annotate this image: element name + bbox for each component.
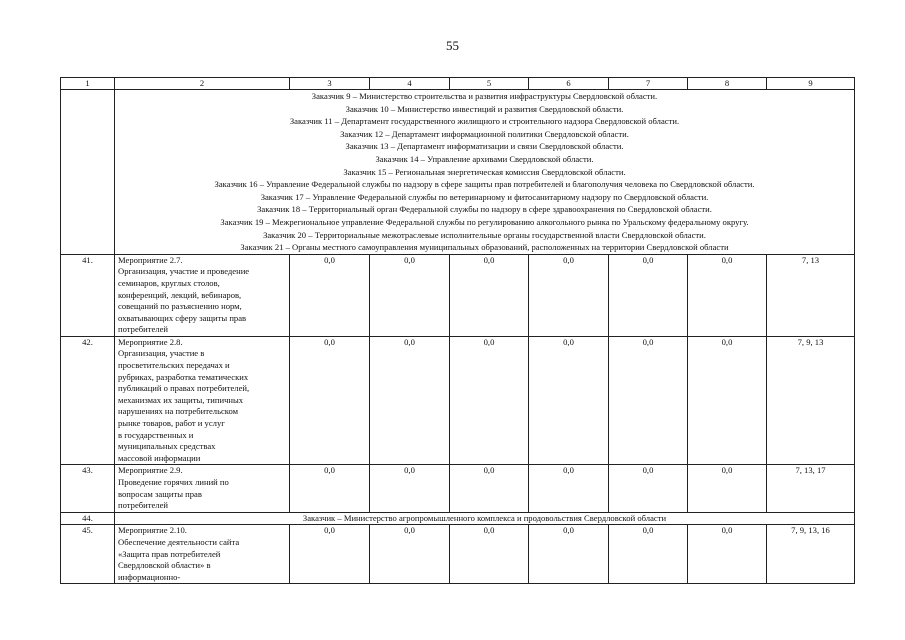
column-header: 6 (529, 78, 609, 90)
value-cell: 0,0 (370, 254, 450, 336)
table-row (61, 525, 855, 584)
value-cell: 0,0 (290, 336, 370, 465)
column-header: 2 (115, 78, 290, 90)
customers-list-cell (115, 90, 855, 255)
customer-line: Заказчик 13 – Департамент информатизации и связи Свердловской области. (345, 141, 624, 152)
customer-line: Заказчик 16 – Управление Федеральной службы по надзору в сфере защиты прав потребителей и благополучия человека по Свердловской области. (214, 179, 755, 190)
customer-line: Заказчик 19 – Межрегиональное управление Федеральной службы по регулированию алкогольного рынка по Уральскому федеральному округу. (220, 216, 749, 227)
event-title: Мероприятие 2.7. (118, 254, 183, 265)
value-cell: 0,0 (529, 525, 609, 584)
event-title: Мероприятие 2.8. (118, 336, 183, 347)
event-title: Мероприятие 2.10. (118, 525, 187, 536)
event-description: Обеспечение деятельности сайта «Защита прав потребителей Свердловской области» в информационно- (118, 536, 240, 582)
column-header: 4 (370, 78, 450, 90)
target-indicators: 7, 13, 17 (767, 465, 855, 512)
value-cell: 0,0 (609, 465, 688, 512)
value-cell: 0,0 (609, 336, 688, 465)
value-cell: 0,0 (450, 525, 529, 584)
value-cell: 0,0 (290, 525, 370, 584)
column-header: 7 (609, 78, 688, 90)
customer-line: Заказчик 11 – Департамент государственного жилищного и строительного надзора Свердловской области. (289, 116, 680, 127)
row-number: 45. (61, 525, 115, 584)
column-header: 5 (450, 78, 529, 90)
empty-number-cell (61, 90, 115, 255)
event-description: Проведение горячих линий по вопросам защиты прав потребителей (118, 477, 229, 511)
event-cell (115, 254, 290, 336)
target-indicators: 7, 9, 13 (767, 336, 855, 465)
table-row (61, 465, 855, 512)
customer-line: Заказчик 10 – Министерство инвестиций и развития Свердловской области. (345, 103, 624, 114)
customer-line: Заказчик 21 – Органы местного самоуправления муниципальных образований, расположенных на территории Свердловской области (240, 242, 729, 253)
value-cell: 0,0 (529, 254, 609, 336)
event-description: Организация, участие и проведение семинаров, круглых столов, конференций, лекций, вебинаров, совещаний по разъяснению норм, охватывающих сферу защиты прав потребителей (118, 266, 250, 335)
value-cell: 0,0 (529, 336, 609, 465)
customer-line: Заказчик 14 – Управление архивами Свердловской области. (375, 153, 594, 164)
column-header: 9 (767, 78, 855, 90)
column-number-row (61, 78, 855, 90)
value-cell: 0,0 (529, 465, 609, 512)
value-cell: 0,0 (450, 465, 529, 512)
program-table (60, 77, 855, 584)
value-cell: 0,0 (609, 525, 688, 584)
target-indicators: 7, 13 (767, 254, 855, 336)
value-cell: 0,0 (688, 254, 767, 336)
value-cell: 0,0 (688, 525, 767, 584)
value-cell: 0,0 (290, 465, 370, 512)
customer-line: Заказчик 17 – Управление Федеральной службы по ветеринарному и фитосанитарному надзору по Свердловской области. (260, 191, 709, 202)
value-cell: 0,0 (688, 336, 767, 465)
column-header: 1 (61, 78, 115, 90)
section-title: Заказчик – Министерство агропромышленного комплекса и продовольствия Свердловской области (115, 512, 855, 525)
event-cell (115, 336, 290, 465)
value-cell: 0,0 (370, 525, 450, 584)
value-cell: 0,0 (450, 254, 529, 336)
customers-row (61, 90, 855, 255)
event-cell (115, 465, 290, 512)
table-row (61, 254, 855, 336)
row-number: 44. (61, 512, 115, 525)
customer-line: Заказчик 18 – Территориальный орган Федеральной службы по надзору в сфере здравоохранения по Свердловской области. (257, 204, 712, 215)
column-header: 8 (688, 78, 767, 90)
table-row (61, 336, 855, 465)
customer-line: Заказчик 20 – Территориальные межотраслевые исполнительные органы государственной власти Свердловской области. (263, 229, 706, 240)
customer-line: Заказчик 9 – Министерство строительства и развития инфраструктуры Свердловской области. (311, 91, 658, 101)
event-description: Организация, участие в просветительских передачах и рубриках, разработка тематических публикаций о правах потребителей, механизмах их защиты, типичных нарушениях на потребительском рынке товаров, работ и услуг в государственных и муниципальных средствах массовой информации (118, 348, 250, 463)
value-cell: 0,0 (290, 254, 370, 336)
section-row (61, 512, 855, 525)
value-cell: 0,0 (609, 254, 688, 336)
value-cell: 0,0 (370, 336, 450, 465)
customer-line: Заказчик 12 – Департамент информационной политики Свердловской области. (340, 128, 629, 139)
event-cell (115, 525, 290, 584)
row-number: 42. (61, 336, 115, 465)
value-cell: 0,0 (370, 465, 450, 512)
value-cell: 0,0 (450, 336, 529, 465)
row-number: 41. (61, 254, 115, 336)
row-number: 43. (61, 465, 115, 512)
event-title: Мероприятие 2.9. (118, 465, 183, 476)
column-header: 3 (290, 78, 370, 90)
customer-line: Заказчик 15 – Региональная энергетическая комиссия Свердловской области. (343, 166, 626, 177)
page-number: 55 (446, 38, 459, 53)
value-cell: 0,0 (688, 465, 767, 512)
target-indicators: 7, 9, 13, 16 (767, 525, 855, 584)
